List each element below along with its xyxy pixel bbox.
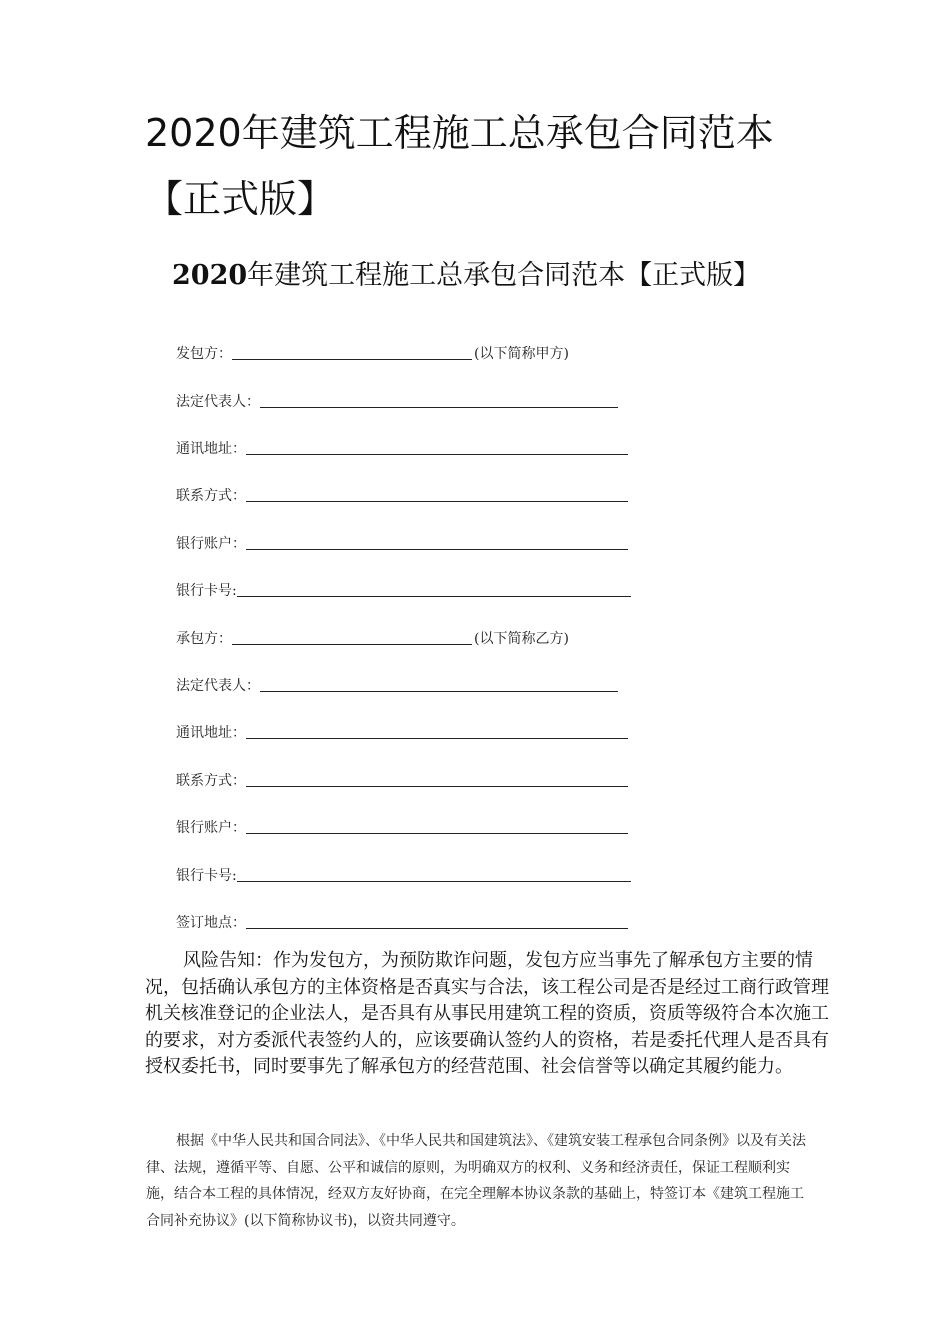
party-a-address-blank[interactable]: [246, 453, 628, 455]
risk-notice-text: 风险告知：作为发包方，为预防欺诈问题，发包方应当事先了解承包方主要的情况，包括确认承包方的主体资格是否真实与合法，该工程公司是否是经过工商行政管理机关核准登记的企业法人，是否具有从事民用建筑工程的资质，资质等级符合本次施工的要求，对方委派代表签约人的，应该要确认签约人的资格，若是委托代理人是否具有授权委托书，同时要事先了解承包方的经营范围、社会信誉等以确定其履约能力。: [145, 950, 829, 1077]
party-a-contact-label: 联系方式：: [176, 488, 246, 504]
party-a-bank-account-field: [176, 530, 628, 554]
party-b-contact-label: 联系方式：: [176, 773, 246, 789]
basis-paragraph: [146, 1128, 816, 1234]
party-a-legal-rep-label: 法定代表人：: [176, 394, 260, 410]
party-b-card-label: 银行卡号:: [176, 868, 237, 884]
party-b-address-field: [176, 719, 628, 743]
party-a-address-field: [176, 435, 628, 459]
party-a-blank[interactable]: [232, 358, 472, 360]
party-b-address-blank[interactable]: [246, 737, 628, 739]
sign-place-blank[interactable]: [246, 927, 628, 929]
party-a-field: [176, 340, 569, 364]
party-a-card-field: [176, 577, 631, 601]
page-title: 2020年建筑工程施工总承包合同范本【正式版】: [145, 111, 774, 221]
party-b-label: 承包方：: [176, 631, 232, 647]
party-b-legal-rep-blank[interactable]: [260, 690, 618, 692]
party-a-card-blank[interactable]: [237, 595, 631, 597]
party-b-bank-account-blank[interactable]: [246, 832, 628, 834]
party-b-card-blank[interactable]: [237, 880, 631, 882]
party-a-label: 发包方：: [176, 346, 232, 362]
party-a-note: (以下简称甲方): [474, 346, 569, 362]
party-b-card-field: [176, 862, 631, 886]
party-a-contact-field: [176, 482, 628, 506]
party-a-contact-blank[interactable]: [246, 500, 628, 502]
party-a-address-label: 通讯地址：: [176, 441, 246, 457]
party-b-legal-rep-field: [176, 672, 618, 696]
party-b-blank[interactable]: [232, 643, 472, 645]
party-b-field: [176, 625, 569, 649]
subtitle-text: 年建筑工程施工总承包合同范本【正式版】: [247, 260, 761, 291]
basis-text: 根据《中华人民共和国合同法》、《中华人民共和国建筑法》、《建筑安装工程承包合同条例》以及有关法律、法规，遵循平等、自愿、公平和诚信的原则，为明确双方的权利、义务和经济责任，保证工程顺利实施，结合本工程的具体情况，经双方友好协商，在完全理解本协议条款的基础上，特签订本《建筑工程施工合同补充协议》(以下简称协议书)，以资共同遵守。: [146, 1133, 806, 1229]
party-a-bank-account-blank[interactable]: [246, 548, 628, 550]
party-b-bank-account-field: [176, 814, 628, 838]
party-a-bank-account-label: 银行账户：: [176, 536, 246, 552]
sign-place-field: [176, 909, 628, 933]
risk-notice: [145, 948, 845, 1081]
party-b-address-label: 通讯地址：: [176, 725, 246, 741]
sign-place-label: 签订地点：: [176, 915, 246, 931]
party-a-card-label: 银行卡号:: [176, 583, 237, 599]
party-b-contact-field: [176, 767, 628, 791]
party-a-legal-rep-blank[interactable]: [260, 406, 618, 408]
party-b-note: (以下简称乙方): [474, 631, 569, 647]
party-b-contact-blank[interactable]: [246, 785, 628, 787]
party-b-legal-rep-label: 法定代表人：: [176, 678, 260, 694]
party-a-legal-rep-field: [176, 388, 618, 412]
document-subtitle: [172, 258, 852, 294]
subtitle-year: 2020: [172, 260, 248, 291]
party-b-bank-account-label: 银行账户：: [176, 820, 246, 836]
